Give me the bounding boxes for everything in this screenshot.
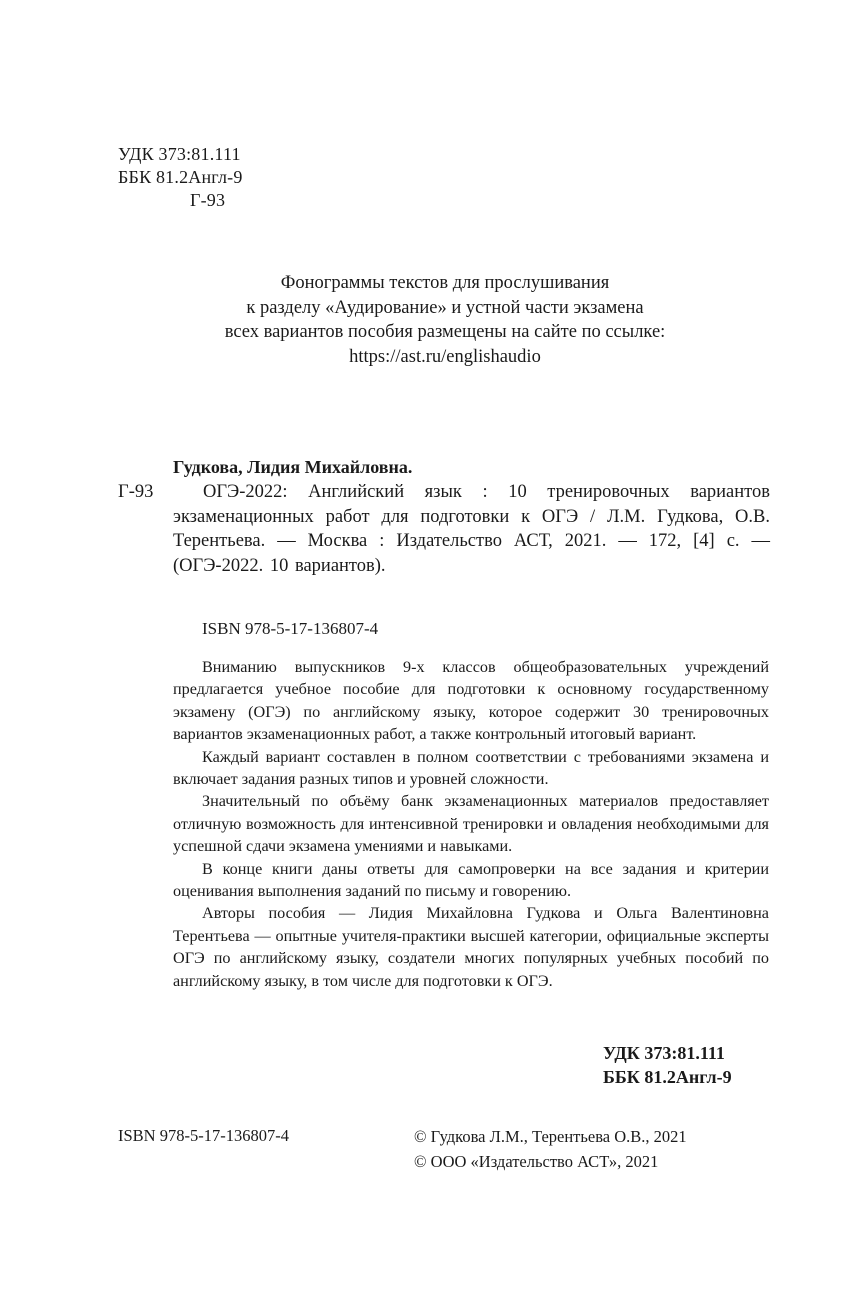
audio-notice-line: к разделу «Аудирование» и устной части экзамена [246, 297, 644, 318]
annotation-paragraph: Каждый вариант составлен в полном соответствии с требованиями экзамена и включает задания разных типов и уровней сложности. [173, 747, 769, 789]
classification-block-top [118, 143, 243, 212]
annotation-paragraph: Вниманию выпускников 9-х классов общеобразовательных учреждений предлагается учебное пособие для подготовки к основному государственному экзамену (ОГЭ) по английскому языку, которое содержит 30 тренировочных вариантов экзаменационных работ, а также контрольный итоговый вариант. [173, 658, 769, 744]
annotation-paragraph: Значительный по объёму банк экзаменационных материалов предоставляет отличную возможность для интенсивной тренировки и овладения необходимыми для успешной сдачи экзамена умениями и навыками. [173, 792, 769, 856]
audio-link[interactable]: https://ast.ru/englishaudio [349, 346, 541, 367]
udk-code: УДК 373:81.111 [118, 144, 241, 164]
isbn: ISBN 978-5-17-136807-4 [202, 619, 379, 638]
bbk-code: ББК 81.2Англ-9 [118, 167, 243, 187]
audio-notice [130, 271, 760, 369]
audio-notice-line: всех вариантов пособия размещены на сайте по ссылке: [224, 322, 666, 342]
copyright-line: © ООО «Издательство АСТ», 2021 [414, 1151, 659, 1171]
bibliographic-author-mark: Г-93 [118, 482, 154, 502]
footer-isbn: ISBN 978-5-17-136807-4 [118, 1126, 289, 1145]
bibliographic-description: ОГЭ-2022: Английский язык : 10 тренировочных вариантов экзаменационных работ для подготовки к ОГЭ / Л.М. Гудкова, О.В. Терентьева. — Москва : Издательство АСТ, 2021. — 172, [4] с. — (ОГЭ-2022. 10 вариантов). [173, 482, 770, 576]
bbk-code: ББК 81.2Англ-9 [603, 1067, 732, 1087]
annotation-paragraph: Авторы пособия — Лидия Михайловна Гудкова и Ольга Валентиновна Терентьева — опытные учителя-практики высшей категории, официальные эксперты ОГЭ по английскому языку, создатели многих популярных учебных пособий по английскому языку, в том числе для подготовки к ОГЭ. [173, 904, 769, 990]
annotation-paragraph: В конце книги даны ответы для самопроверки на все задания и критерии оценивания выполнения заданий по письму и говорению. [173, 859, 769, 901]
bibliographic-author-heading: Гудкова, Лидия Михайловна. [173, 457, 413, 477]
audio-notice-line: Фонограммы текстов для прослушивания [280, 273, 610, 293]
annotation [173, 656, 769, 992]
copyright-line: © Гудкова Л.М., Терентьева О.В., 2021 [414, 1127, 687, 1146]
author-mark: Г-93 [190, 190, 226, 210]
copyright-block [414, 1125, 687, 1174]
udk-code: УДК 373:81.111 [603, 1043, 725, 1063]
classification-block-bottom [603, 1041, 732, 1089]
